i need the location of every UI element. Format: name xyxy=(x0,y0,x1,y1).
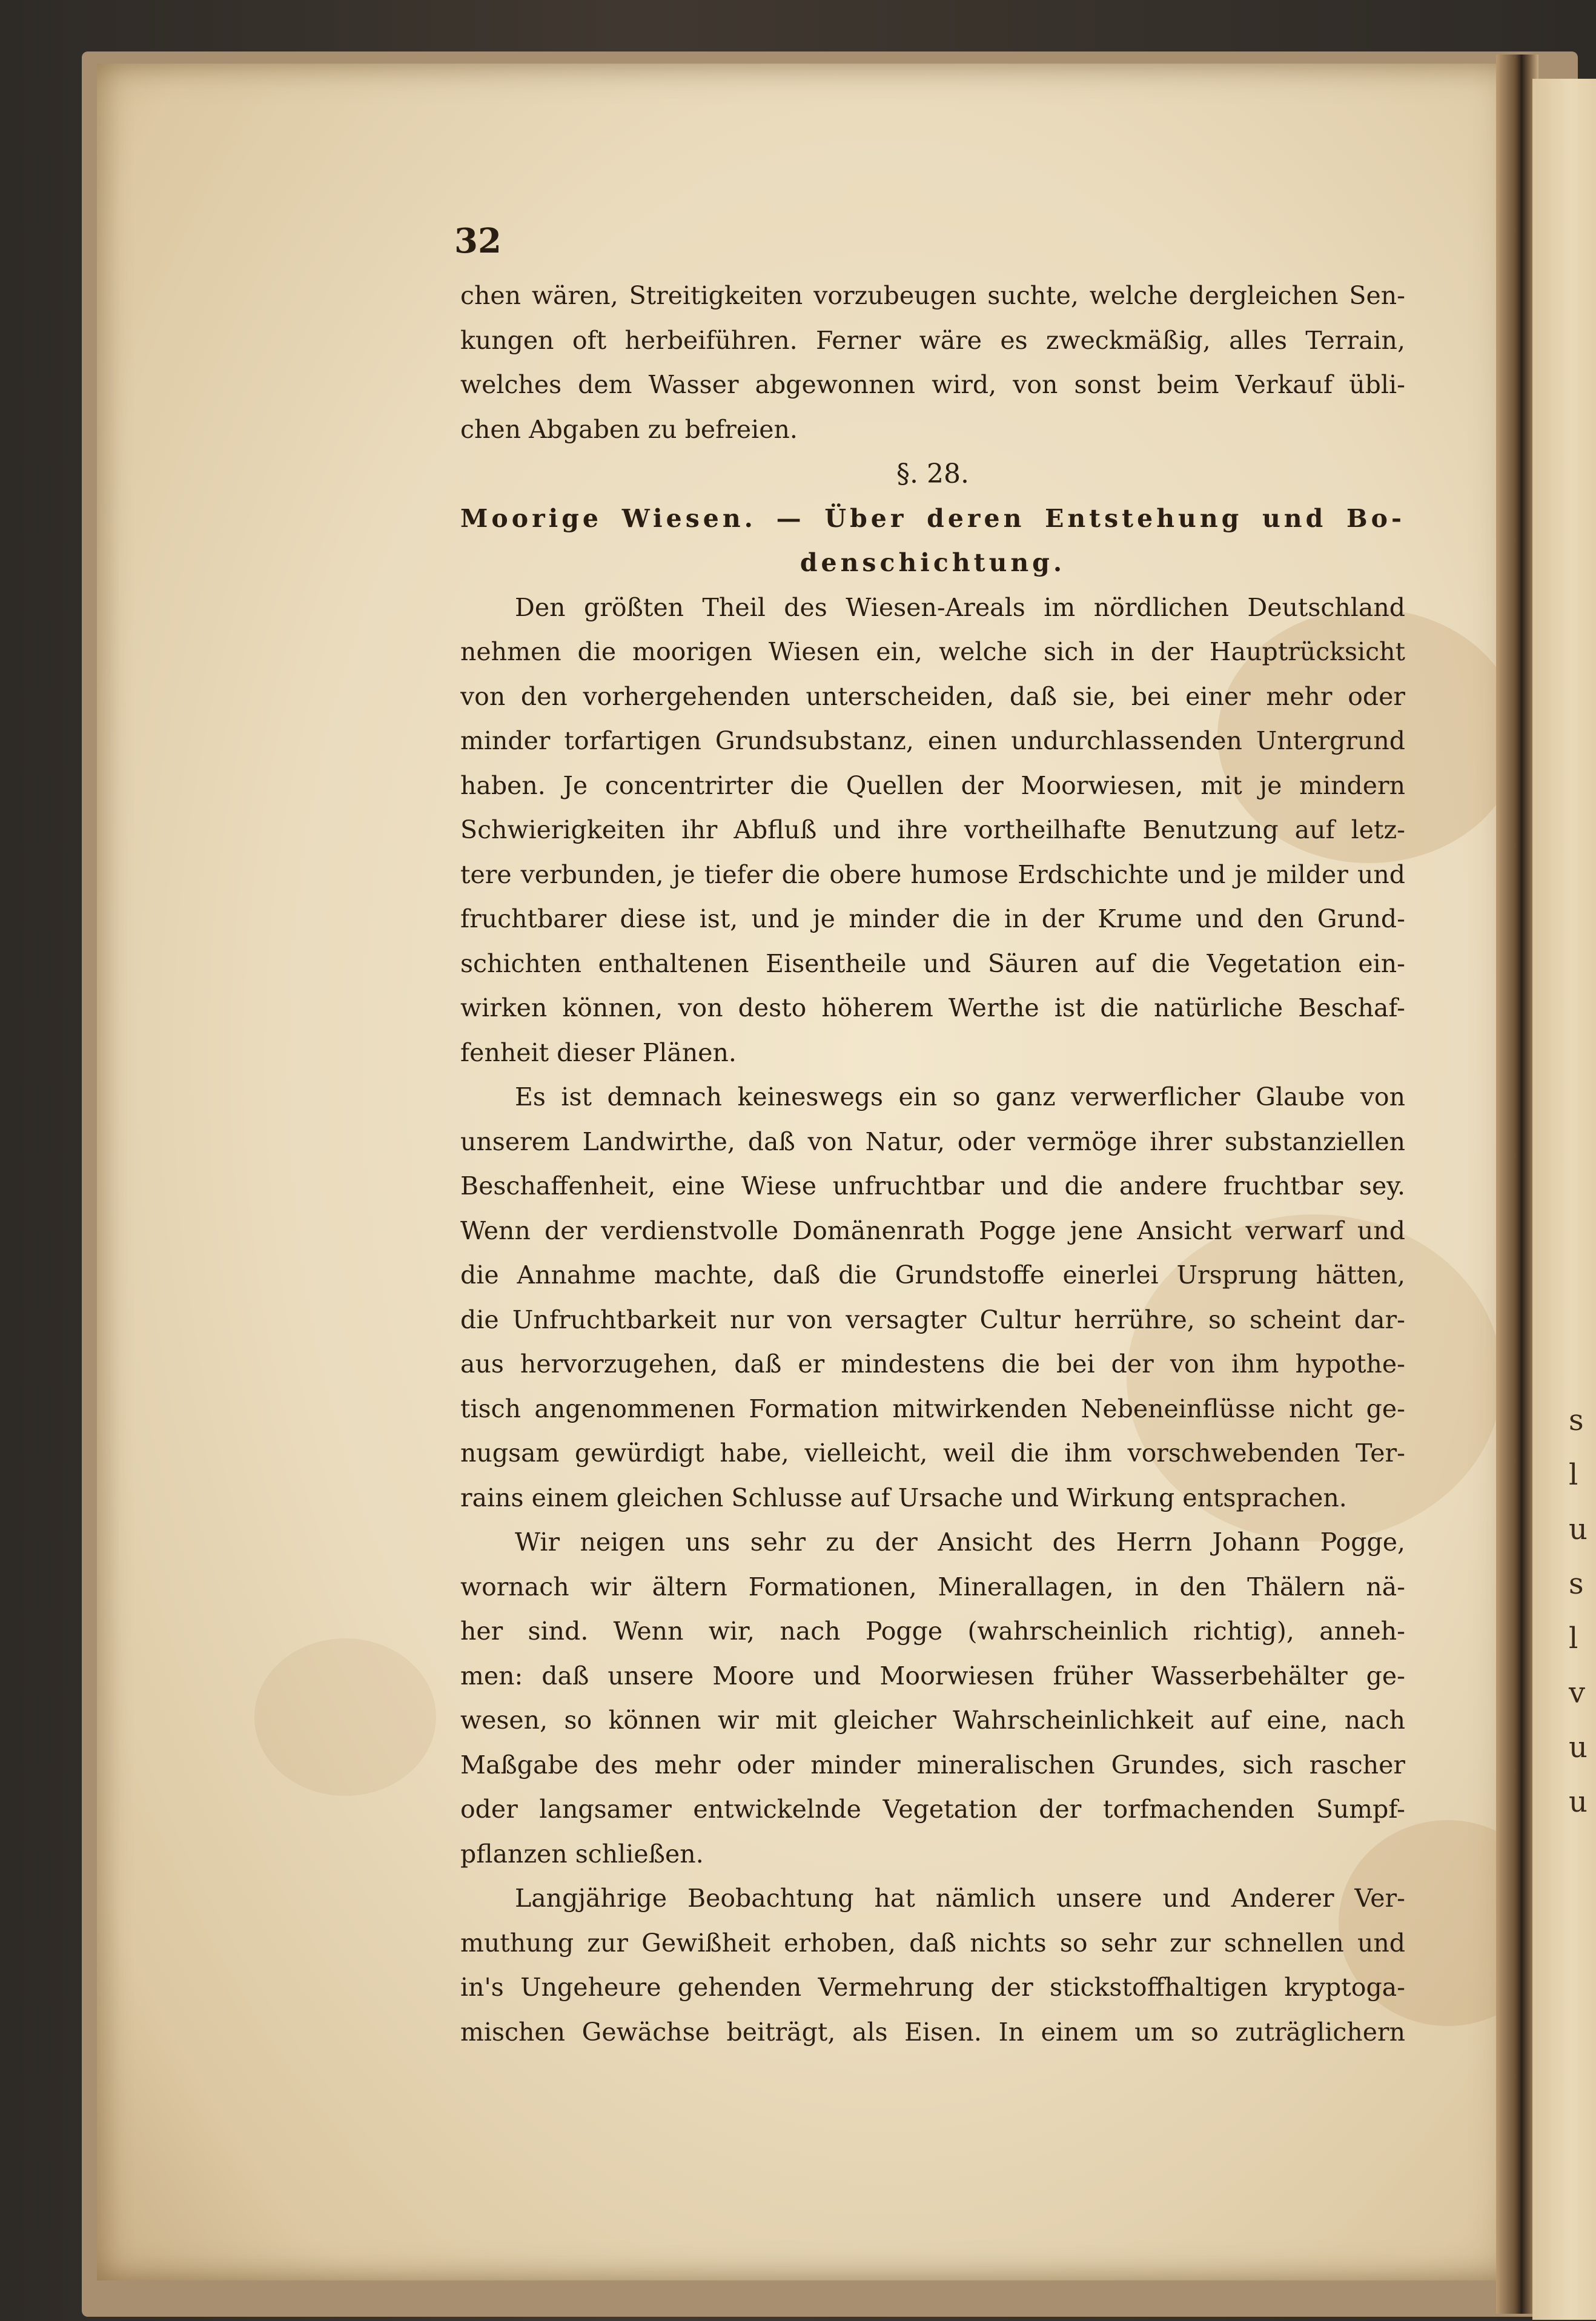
text-line: Den größten Theil des Wiesen-Areals im nördlichen Deutschland xyxy=(515,592,1405,622)
text-line: tisch angenommenen Formation mitwirkenden Nebeneinflüsse nicht ge- xyxy=(460,1394,1405,1423)
right-page-edge xyxy=(1532,79,1596,2320)
text-line: Wir neigen uns sehr zu der Ansicht des Herrn Johann Pogge, xyxy=(515,1528,1405,1557)
text-line: die Annahme machte, daß die Grundstoffe einerlei Ursprung hätten, xyxy=(460,1260,1405,1290)
text-line: Langjährige Beobachtung hat nämlich unsere und Anderer Ver- xyxy=(515,1884,1405,1913)
text-line: chen Abgaben zu befreien. xyxy=(460,414,798,444)
text-line: fruchtbarer diese ist, und je minder die in der Krume und den Grund- xyxy=(460,904,1405,933)
fragment-text: u xyxy=(1569,1730,1588,1764)
fragment-text: l xyxy=(1569,1458,1578,1492)
fragment-text: l xyxy=(1569,1621,1578,1655)
text-line: her sind. Wenn wir, nach Pogge (wahrscheinlich richtig), anneh- xyxy=(460,1617,1405,1646)
fragment-text: u xyxy=(1569,1785,1588,1819)
text-line: in's Ungeheure gehenden Vermehrung der stickstoffhaltigen kryptoga- xyxy=(460,1973,1405,2002)
text-line: welches dem Wasser abgewonnen wird, von sonst beim Verkauf übli- xyxy=(460,370,1405,399)
text-line: men: daß unsere Moore und Moorwiesen früher Wasserbehälter ge- xyxy=(460,1661,1405,1690)
section-number: §. 28. xyxy=(896,459,969,489)
paragraph xyxy=(460,1520,1405,1876)
section-heading: denschichtung. xyxy=(800,548,1066,577)
text-line: nehmen die moorigen Wiesen ein, welche sich in der Hauptrücksicht xyxy=(460,637,1405,666)
foxing-stain xyxy=(254,1638,436,1796)
text-line: pflanzen schließen. xyxy=(460,1839,704,1869)
text-line: minder torfartigen Grundsubstanz, einen undurchlassenden Untergrund xyxy=(460,726,1405,755)
text-line: wirken können, von desto höherem Werthe ist die natürliche Beschaf- xyxy=(460,993,1405,1022)
text-line: haben. Je concentrirter die Quellen der Moorwiesen, mit je mindern xyxy=(460,770,1405,800)
text-line: aus hervorzugehen, daß er mindestens die bei der von ihm hypothe- xyxy=(460,1349,1405,1379)
text-line: mischen Gewächse beiträgt, als Eisen. In einem um so zuträglichern xyxy=(460,2017,1405,2047)
page-number: 32 xyxy=(454,221,502,261)
fragment-text: u xyxy=(1569,1512,1588,1546)
text-line: chen wären, Streitigkeiten vorzubeugen suchte, welche dergleichen Sen- xyxy=(460,281,1405,310)
fragment-text: v xyxy=(1569,1676,1586,1710)
text-line: tere verbunden, je tiefer die obere humose Erdschichte und je milder und xyxy=(460,859,1405,889)
text-line: rains einem gleichen Schlusse auf Ursache und Wirkung entsprachen. xyxy=(460,1483,1347,1512)
text-line: schichten enthaltenen Eisentheile und Säuren auf die Vegetation ein- xyxy=(460,949,1405,978)
right-page-fragments xyxy=(1569,1393,1596,1829)
paragraph xyxy=(460,274,1405,452)
text-line: nugsam gewürdigt habe, vielleicht, weil die ihm vorschwebenden Ter- xyxy=(460,1439,1405,1468)
paragraph xyxy=(460,1876,1405,2054)
section-heading: Moorige Wiesen. — Über deren Entstehung und Bo- xyxy=(460,503,1405,533)
text-line: unserem Landwirthe, daß von Natur, oder vermöge ihrer substanziellen xyxy=(460,1127,1405,1156)
text-line: wesen, so können wir mit gleicher Wahrscheinlichkeit auf eine, nach xyxy=(460,1706,1405,1735)
text-line: die Unfruchtbarkeit nur von versagter Cultur herrühre, so scheint dar- xyxy=(460,1305,1405,1334)
text-line: Wenn der verdienstvolle Domänenrath Pogge jene Ansicht verwarf und xyxy=(460,1216,1405,1245)
text-line: muthung zur Gewißheit erhoben, daß nichts so sehr zur schnellen und xyxy=(460,1928,1405,1958)
text-line: oder langsamer entwickelnde Vegetation der torfmachenden Sumpf- xyxy=(460,1795,1405,1824)
text-line: wornach wir ältern Formationen, Minerallagen, in den Thälern nä- xyxy=(460,1572,1405,1601)
paragraph xyxy=(460,586,1405,1076)
fragment-text: s xyxy=(1569,1567,1584,1601)
text-line: von den vorhergehenden unterscheiden, daß sie, bei einer mehr oder xyxy=(460,681,1405,711)
text-line: Beschaffenheit, eine Wiese unfruchtbar und die andere fruchtbar sey. xyxy=(460,1171,1405,1200)
paragraph xyxy=(460,1075,1405,1520)
text-line: Es ist demnach keineswegs ein so ganz verwerflicher Glaube von xyxy=(515,1082,1405,1111)
text-line: fenheit dieser Plänen. xyxy=(460,1038,737,1067)
fragment-text: s xyxy=(1569,1403,1584,1437)
body-text xyxy=(460,274,1405,2054)
text-line: Schwierigkeiten ihr Abfluß und ihre vortheilhafte Benutzung auf letz- xyxy=(460,815,1405,844)
text-line: kungen oft herbeiführen. Ferner wäre es zweckmäßig, alles Terrain, xyxy=(460,325,1405,355)
text-line: Maßgabe des mehr oder minder mineralischen Grundes, sich rascher xyxy=(460,1750,1405,1780)
section-header xyxy=(460,452,1405,586)
